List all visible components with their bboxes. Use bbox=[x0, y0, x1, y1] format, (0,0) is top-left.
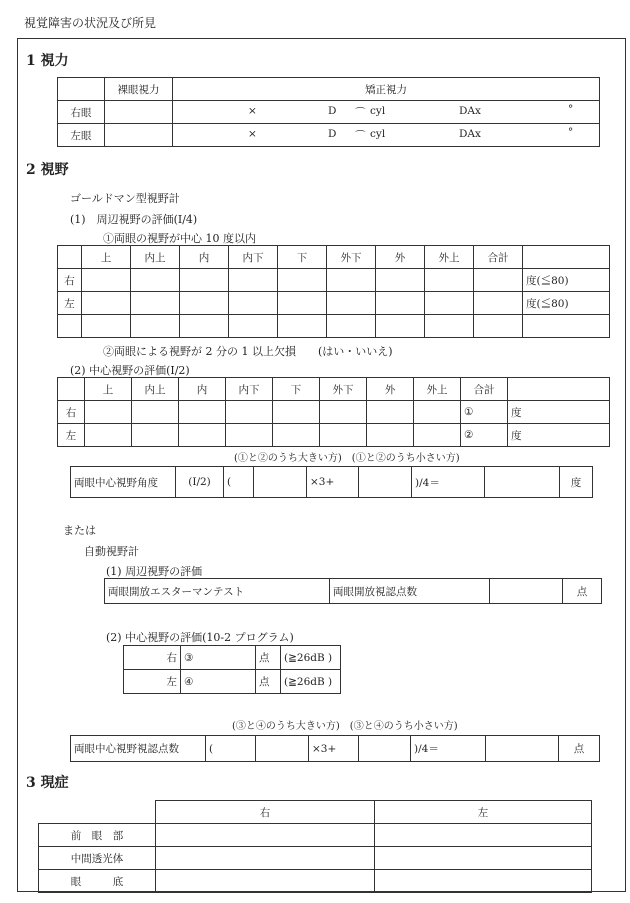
findings-right-header: 右 bbox=[156, 801, 375, 824]
section-2-heading: 2 視野 bbox=[26, 162, 69, 178]
right-naked-value[interactable] bbox=[105, 101, 173, 124]
findings-left-header: 左 bbox=[375, 801, 592, 824]
auto-perimeter-label: 自動視野計 bbox=[84, 545, 139, 558]
total-circle-1[interactable]: ① bbox=[461, 401, 508, 424]
right-corrected-value[interactable]: × D ⌒ cyl DAx ° bbox=[173, 101, 600, 124]
central-eval-title: (2) 中心視野の評価(Ⅰ/2) bbox=[70, 364, 190, 377]
section-1-heading: 1 視力 bbox=[26, 53, 69, 69]
deg-80-label: 度(≦80) bbox=[523, 269, 610, 292]
central-field-table: 上 内上 内 内下 下 外下 外 外上 合計 右 ① 度 左 ② 度 bbox=[57, 377, 610, 447]
document-title: 視覚障害の状況及び所見 bbox=[24, 16, 157, 30]
row-right-label: 右 bbox=[58, 269, 82, 292]
auto-central-table: 右 ③ 点 (≧26dB ) 左 ④ 点 (≧26dB ) bbox=[123, 645, 341, 694]
fundus-label: 眼 底 bbox=[39, 870, 156, 893]
peripheral-field-table: 上 内上 内 内下 下 外下 外 外上 合計 右 度(≦80) 左 度(≦80) bbox=[57, 245, 610, 338]
half-loss-question: ②両眼による視野が 2 分の 1 以上欠損 (はい・いいえ) bbox=[103, 345, 393, 358]
central-points-calc-table: 両眼中心視野視認点数 ( ×3+ )/4＝ 点 bbox=[70, 735, 600, 762]
left-naked-value[interactable] bbox=[105, 124, 173, 147]
left-corrected-value[interactable]: × D ⌒ cyl DAx ° bbox=[173, 124, 600, 147]
right-eye-label: 右眼 bbox=[58, 101, 105, 124]
within-10-deg-label: ①両眼の視野が中心 10 度以内 bbox=[103, 232, 256, 245]
section-3-heading: 3 現症 bbox=[26, 775, 69, 791]
peripheral-eval-title: (1) 周辺視野の評価(Ⅰ/4) bbox=[70, 213, 198, 226]
auto-peripheral-title: (1) 周辺視野の評価 bbox=[106, 565, 203, 578]
larger-smaller-note-1: (①と②のうち大きい方) (①と②のうち小さい方) bbox=[234, 453, 460, 464]
row-left-label: 左 bbox=[58, 292, 82, 315]
larger-smaller-note-2: (③と④のうち大きい方) (③と④のうち小さい方) bbox=[232, 721, 458, 732]
central-angle-calc-table: 両眼中心視野角度 (Ⅰ/2) ( ×3+ )/4＝ 度 bbox=[70, 466, 593, 498]
or-label: または bbox=[63, 524, 96, 537]
deg-80-label: 度(≦80) bbox=[523, 292, 610, 315]
visual-acuity-table bbox=[57, 77, 600, 147]
goldmann-label: ゴールドマン型視野計 bbox=[70, 192, 180, 205]
media-label: 中間透光体 bbox=[39, 847, 156, 870]
findings-table bbox=[38, 800, 592, 893]
central-angle-label: 両眼中心視野角度 bbox=[71, 467, 176, 498]
total-circle-2[interactable]: ② bbox=[461, 424, 508, 447]
naked-acuity-header: 裸眼視力 bbox=[105, 78, 173, 101]
esterman-table: 両眼開放エスターマンテスト 両眼開放視認点数 点 bbox=[104, 578, 602, 604]
anterior-segment-label: 前 眼 部 bbox=[39, 824, 156, 847]
left-eye-label: 左眼 bbox=[58, 124, 105, 147]
central-points-label: 両眼中心視野視認点数 bbox=[71, 736, 206, 762]
auto-central-title: (2) 中心視野の評価(10-2 プログラム) bbox=[106, 631, 294, 644]
corrected-acuity-header: 矯正視力 bbox=[173, 78, 600, 101]
form-frame bbox=[17, 38, 626, 892]
